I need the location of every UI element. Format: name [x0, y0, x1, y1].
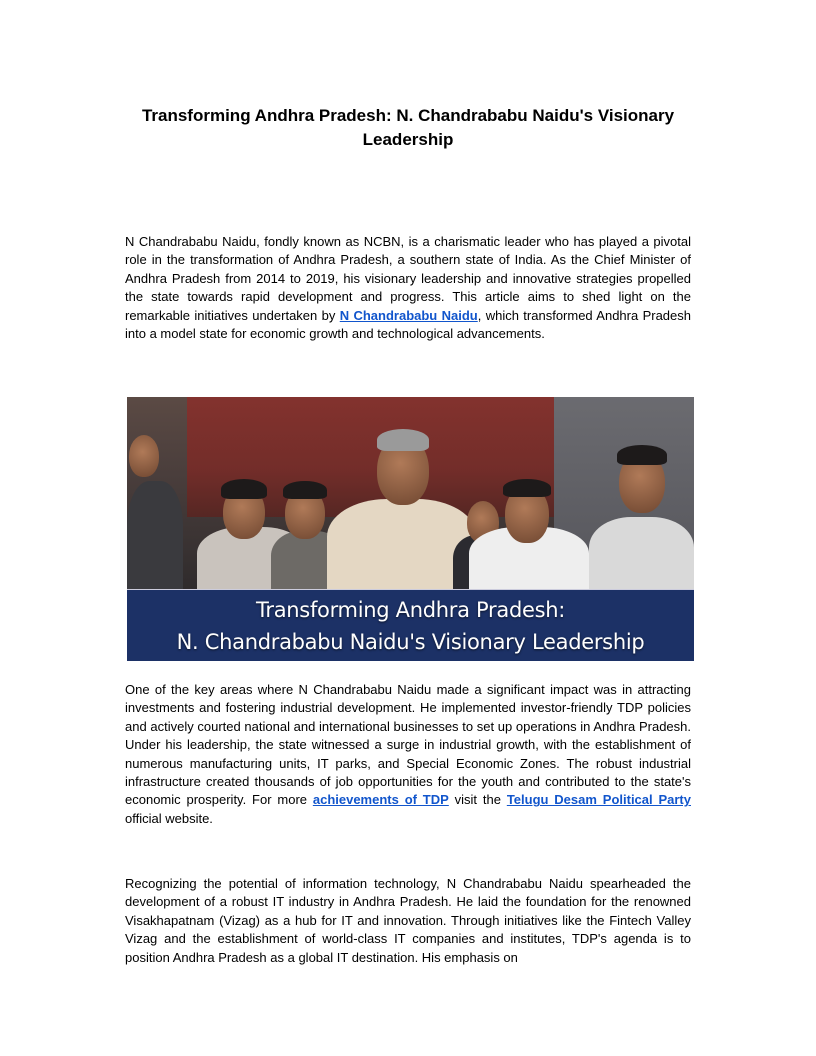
intro-text-2: , which transformed Andhra Pradesh into a model state for economic growth and technological advancements. — [125, 307, 692, 342]
banner-caption-line-2: N. Chandrababu Naidu's Visionary Leadership — [176, 630, 645, 654]
group-photo — [127, 397, 694, 589]
achievements-of-tdp-link[interactable]: achievements of TDP — [312, 792, 449, 808]
banner-image — [127, 397, 694, 661]
intro-text-1: N Chandrababu Naidu, fondly known as NCBN, is a charismatic leader who has played a pivotal role in the transformation of Andhra Pradesh, a southern state of India. As the Chief Minister of Andhra Pradesh from 2014 to 2019, his visionary leadership and innovative strategies propelled the state towards rapid development and progress. This article aims to shed light on the remarkable initiatives undertaken by — [125, 234, 691, 323]
banner-caption-line-1: Transforming Andhra Pradesh: — [255, 598, 566, 622]
chandrababu-naidu-link[interactable]: N Chandrababu Naidu — [339, 307, 478, 323]
investment-text-1: One of the key areas where N Chandrababu Naidu made a significant impact was in attracting investments and fostering industrial development. He implemented investor-friendly TDP policies and actively courted national and international businesses to set up operations in Andhra Pradesh. Under his leadership, the state witnessed a surge in industrial growth, with the establishment of numerous manufacturing units, IT parks, and Special Economic Zones. The robust industrial infrastructure created thousands of job opportunities for the youth and contributed to the state's economic prosperity. For more — [125, 682, 691, 808]
investment-text-3: official website. — [125, 810, 213, 826]
investment-paragraph — [125, 681, 691, 828]
photo-person — [583, 421, 694, 591]
investment-text-2: visit the — [448, 792, 507, 808]
document-title: Transforming Andhra Pradesh: N. Chandrababu Naidu's Visionary Leadership — [141, 106, 675, 149]
intro-paragraph — [125, 233, 691, 343]
it-paragraph: Recognizing the potential of information technology, N Chandrababu Naidu spearheaded the development of a robust IT industry in Andhra Pradesh. He laid the foundation for the renowned Visakhapatnam (Vizag) as a hub for IT and innovation. Through initiatives like the Fintech Valley Vizag and the establishment of world-class IT companies and institutes, TDP's agenda is to position Andhra Pradesh as a global IT destination. His emphasis on — [125, 876, 691, 965]
photo-person — [127, 411, 187, 591]
photo-person — [459, 441, 589, 591]
banner-caption — [127, 589, 694, 661]
telugu-desam-party-link[interactable]: Telugu Desam Political Party — [506, 792, 691, 808]
